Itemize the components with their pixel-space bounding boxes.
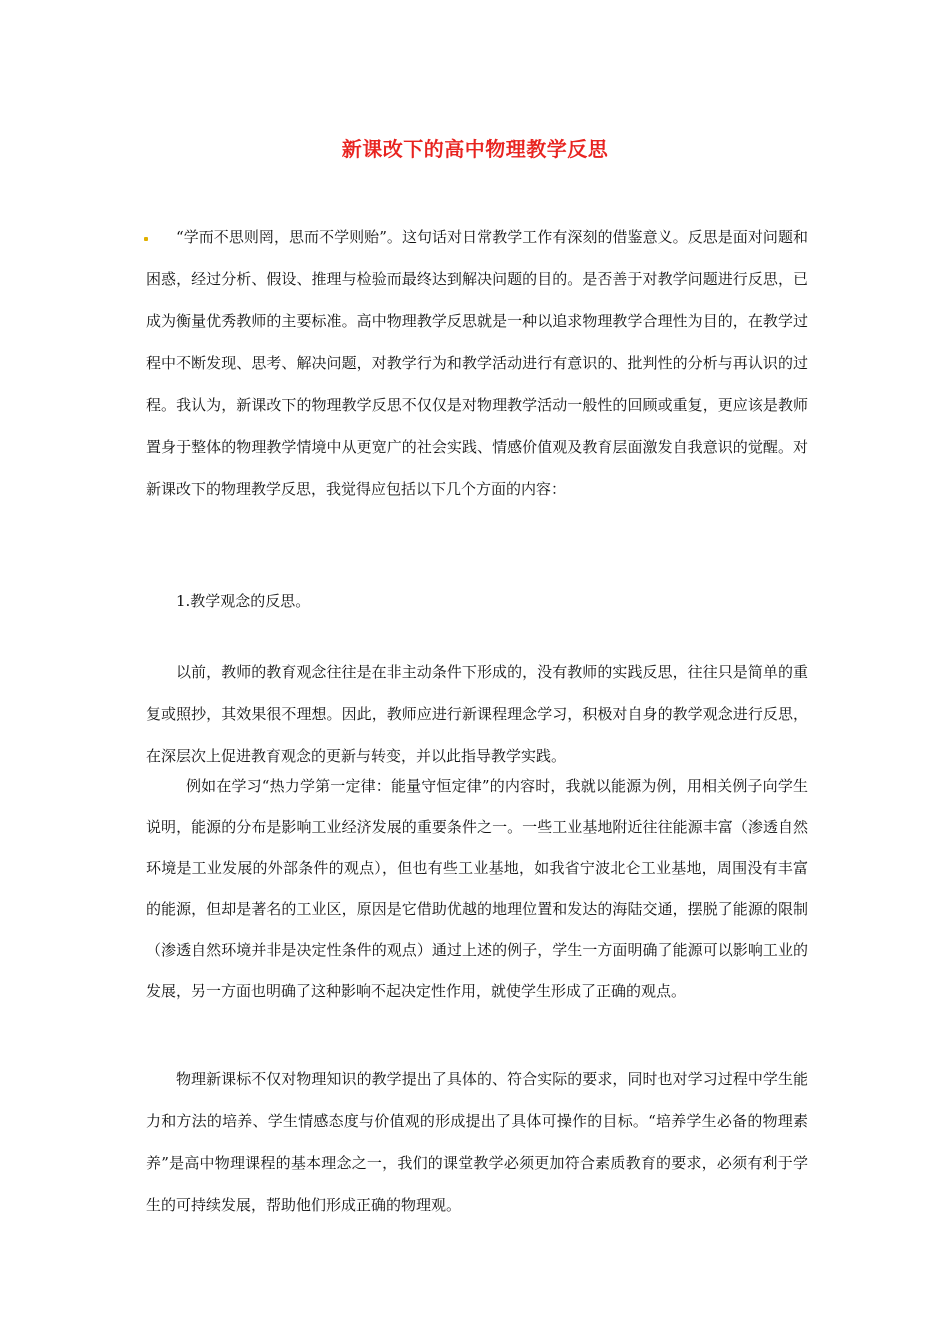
section-heading-1: 1.教学观念的反思。	[176, 592, 311, 610]
paragraph-example: 例如在学习“热力学第一定律：能量守恒定律”的内容时，我就以能源为例，用相关例子向学生说明，能源的分布是影响工业经济发展的重要条件之一。一些工业基地附近往往能源丰富（渗透自然环境是工业发展的外部条件的观点），但也有些工业基地，如我省宁波北仑工业基地，周围没有丰富的能源，但却是著名的工业区，原因是它借助优越的地理位置和发达的海陆交通，摆脱了能源的限制（渗透自然环境并非是决定性条件的观点）通过上述的例子，学生一方面明确了能源可以影响工业的发展，另一方面也明确了这种影响不起决定性作用，就使学生形成了正确的观点。	[146, 777, 808, 1000]
intro-paragraph: “学而不思则罔，思而不学则贻”。这句话对日常教学工作有深刻的借鉴意义。反思是面对问题和困惑，经过分析、假设、推理与检验而最终达到解决问题的目的。是否善于对教学问题进行反思，已成为衡量优秀教师的主要标准。高中物理教学反思就是一种以追求物理教学合理性为目的，在教学过程中不断发现、思考、解决问题，对教学行为和教学活动进行有意识的、批判性的分析与再认识的过程。我认为，新课改下的物理教学反思不仅仅是对物理教学活动一般性的回顾或重复，更应该是教师置身于整体的物理教学情境中从更宽广的社会实践、情感价值观及教育层面激发自我意识的觉醒。对新课改下的物理教学反思，我觉得应包括以下几个方面的内容：	[146, 228, 808, 498]
paragraph-curriculum-standard: 物理新课标不仅对物理知识的教学提出了具体的、符合实际的要求，同时也对学习过程中学生能力和方法的培养、学生情感态度与价值观的形成提出了具体可操作的目标。“培养学生必备的物理素养”是高中物理课程的基本理念之一，我们的课堂教学必须更加符合素质教育的要求，必须有利于学生的可持续发展，帮助他们形成正确的物理观。	[146, 1070, 808, 1214]
document-title: 新课改下的高中物理教学反思	[341, 137, 609, 162]
paragraph-teaching-concept: 以前，教师的教育观念往往是在非主动条件下形成的，没有教师的实践反思，往往只是简单的重复或照抄，其效果很不理想。因此，教师应进行新课程理念学习，积极对自身的教学观念进行反思，在深层次上促进教育观念的更新与转变，并以此指导教学实践。	[146, 663, 808, 765]
